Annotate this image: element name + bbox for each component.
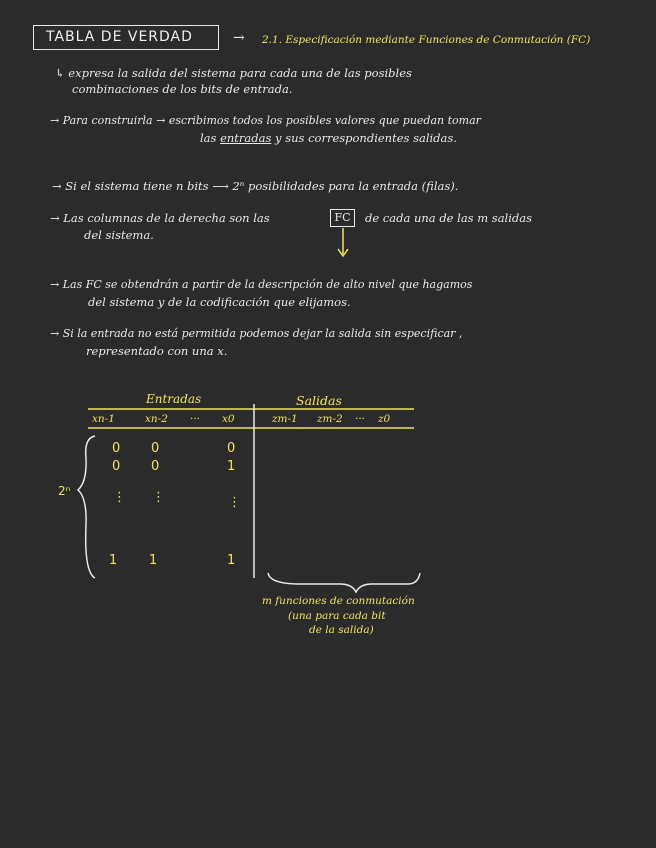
intro-line-2: combinaciones de los bits de entrada.	[72, 82, 293, 96]
point-columns-pre: → Las columnas de la derecha son las	[50, 211, 270, 225]
col-header-dots: ···	[190, 413, 201, 425]
cell-r0-c0: 0	[112, 441, 121, 456]
rows-count-label: 2ⁿ	[58, 484, 71, 498]
point-columns-post: de cada una de las m salidas	[365, 211, 533, 225]
cell-r1-c2: 1	[227, 459, 236, 474]
rows-brace	[78, 436, 95, 578]
cell-r3-c2: 1	[227, 553, 236, 568]
point-fc-obtain-line-2: del sistema y de la codificación que elijamos.	[88, 295, 351, 309]
col-header-dots-out: ···	[355, 413, 366, 425]
cell-r3-c1: 1	[149, 553, 158, 568]
point-unspecified-line-1: → Si la entrada no está permitida podemos dejar la salida sin especificar ,	[50, 327, 463, 340]
col-header-xn-2: xn-2	[145, 413, 168, 425]
col-header-z0: z0	[378, 413, 391, 425]
col-header-zm-2: zm-2	[317, 413, 343, 425]
point-construct-line-1: → Para construirla → escribimos todos los posibles valores que puedan tomar	[50, 114, 481, 127]
point-columns-line-2: del sistema.	[84, 228, 154, 242]
text-fragment: y sus correspondientes salidas.	[271, 131, 457, 145]
cell-r1-c0: 0	[112, 459, 121, 474]
point-unspecified-line-2: representado con una x.	[86, 344, 228, 358]
col-header-zm-1: zm-1	[272, 413, 298, 425]
outputs-brace	[268, 573, 420, 592]
intro-line-1: ↳ expresa la salida del sistema para cada una de las posibles	[55, 66, 412, 80]
entradas-header: Entradas	[146, 392, 202, 406]
footnote-line-1: m funciones de conmutación	[262, 595, 415, 607]
cell-r2-c1: ⋮	[152, 490, 165, 505]
col-header-x0: x0	[222, 413, 235, 425]
cell-r1-c1: 0	[151, 459, 160, 474]
cell-r3-c0: 1	[109, 553, 118, 568]
footnote-line-2: (una para cada bit	[288, 610, 386, 622]
text-fragment: las	[200, 131, 221, 145]
cell-r0-c1: 0	[151, 441, 160, 456]
cell-r0-c2: 0	[227, 441, 236, 456]
point-fc-obtain-line-1: → Las FC se obtendrán a partir de la descripción de alto nivel que hagamos	[50, 278, 473, 291]
page-title: TABLA DE VERDAD	[46, 29, 193, 45]
entradas-underlined: entradas	[220, 131, 272, 145]
salidas-header: Salidas	[296, 393, 342, 408]
cell-r2-c0: ⋮	[113, 490, 126, 505]
title-arrow: →	[233, 30, 245, 46]
col-header-xn-1: xn-1	[92, 413, 115, 425]
point-nbits: → Si el sistema tiene n bits ⟶ 2ⁿ posibilidades para la entrada (filas).	[52, 179, 459, 193]
fc-box: FC	[330, 209, 355, 227]
section-subtitle: 2.1. Especificación mediante Funciones de Conmutación (FC)	[262, 34, 591, 46]
cell-r2-c2: ⋮	[228, 495, 241, 510]
footnote-line-3: de la salida)	[309, 624, 374, 636]
